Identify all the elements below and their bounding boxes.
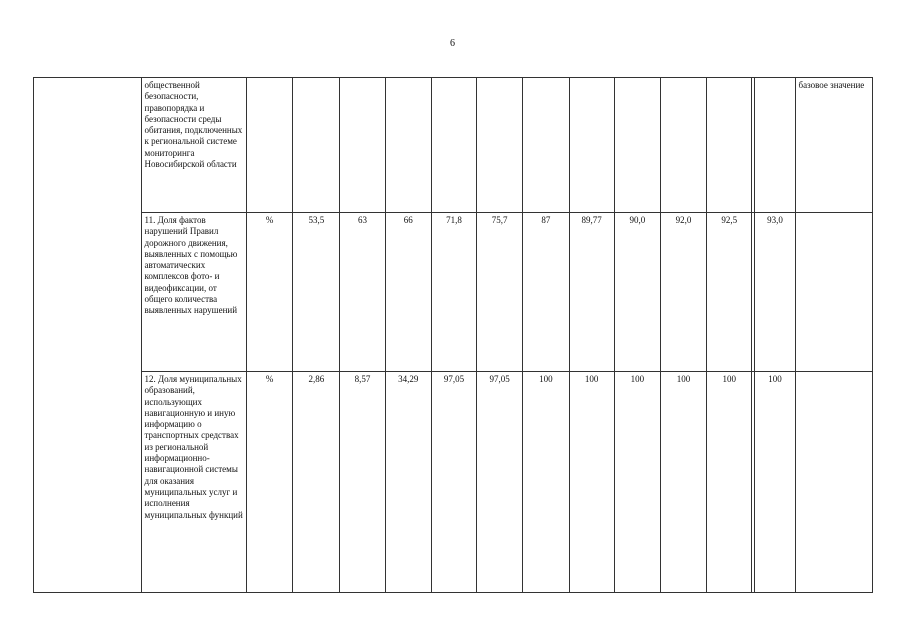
value-cell: 97,05 bbox=[477, 372, 523, 593]
value-cell: 89,77 bbox=[569, 213, 614, 372]
unit-cell bbox=[247, 78, 293, 213]
value-cell: 97,05 bbox=[431, 372, 476, 593]
value-cell: 53,5 bbox=[293, 213, 340, 372]
row-group-cell bbox=[34, 78, 142, 593]
indicator-name: 12. Доля муниципальных образований, использующих навигационную и иную информацию о транспортных средствах из региональной информационно-навигационной системы для оказания муниципальных услуг и исполнения муниципальных функций bbox=[141, 372, 247, 593]
table-row bbox=[34, 78, 873, 213]
indicator-table bbox=[33, 77, 873, 593]
value-cell bbox=[660, 78, 706, 213]
table-row bbox=[34, 213, 873, 372]
indicator-name: 11. Доля фактов нарушений Правил дорожного движения, выявленных с помощью автоматических комплексов фото- и видеофиксации, от общего количества выявленных нарушений bbox=[141, 213, 247, 372]
value-cell bbox=[614, 78, 660, 213]
value-cell: 100 bbox=[614, 372, 660, 593]
indicator-name: общественной безопасности, правопорядка и безопасности среды обитания, подключенных к региональной системе мониторинга Новосибирской области bbox=[141, 78, 247, 213]
value-cell bbox=[385, 78, 431, 213]
unit-cell: % bbox=[247, 372, 293, 593]
value-cell: 8,57 bbox=[340, 372, 385, 593]
value-cell bbox=[707, 78, 752, 213]
value-cell: 2,86 bbox=[293, 372, 340, 593]
value-cell: 63 bbox=[340, 213, 385, 372]
note-cell bbox=[795, 213, 872, 372]
value-cell bbox=[431, 78, 476, 213]
value-cell: 92,0 bbox=[660, 213, 706, 372]
value-cell: 66 bbox=[385, 213, 431, 372]
value-cell: 34,29 bbox=[385, 372, 431, 593]
value-cell: 71,8 bbox=[431, 213, 476, 372]
value-cell: 100 bbox=[523, 372, 569, 593]
note-cell bbox=[795, 372, 872, 593]
value-cell: 92,5 bbox=[707, 213, 752, 372]
value-cell bbox=[340, 78, 385, 213]
value-cell bbox=[293, 78, 340, 213]
value-cell: 75,7 bbox=[477, 213, 523, 372]
value-cell: 90,0 bbox=[614, 213, 660, 372]
unit-cell: % bbox=[247, 213, 293, 372]
value-cell bbox=[569, 78, 614, 213]
page-number: 6 bbox=[450, 38, 455, 49]
value-cell: 100 bbox=[755, 372, 795, 593]
value-cell: 100 bbox=[660, 372, 706, 593]
value-cell bbox=[755, 78, 795, 213]
value-cell bbox=[523, 78, 569, 213]
table-row bbox=[34, 372, 873, 593]
value-cell: 100 bbox=[707, 372, 752, 593]
value-cell: 93,0 bbox=[755, 213, 795, 372]
value-cell bbox=[477, 78, 523, 213]
note-cell: базовое значение bbox=[795, 78, 872, 213]
value-cell: 87 bbox=[523, 213, 569, 372]
value-cell: 100 bbox=[569, 372, 614, 593]
